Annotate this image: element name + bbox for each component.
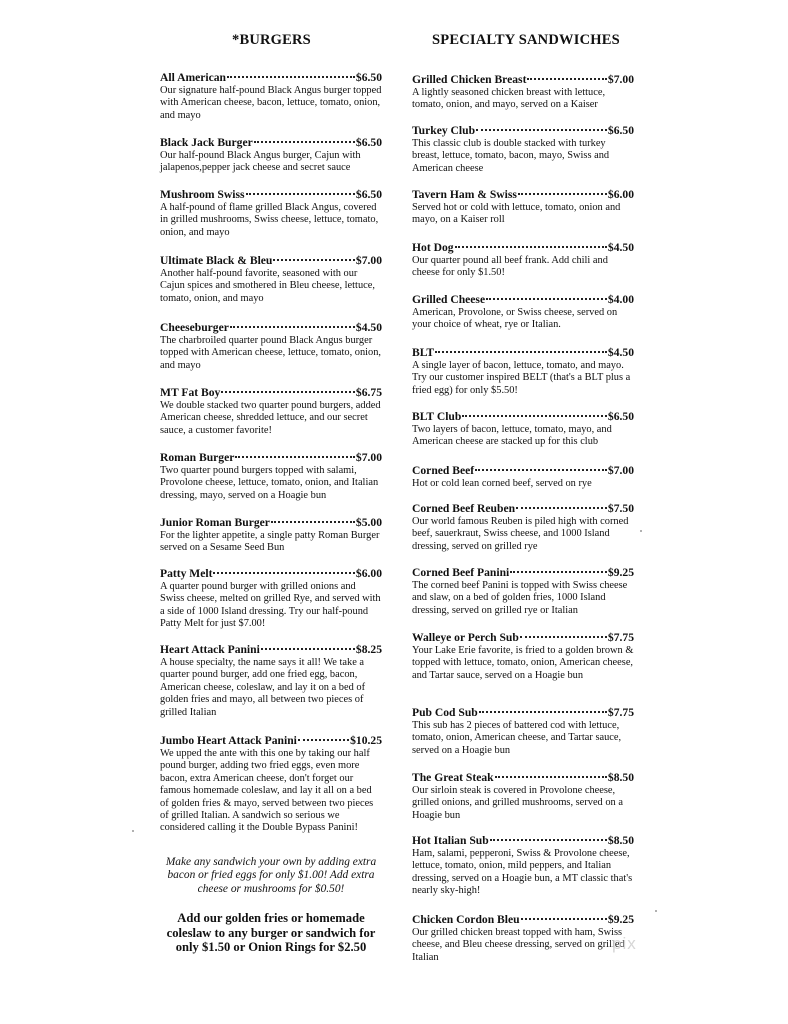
menu-item-description: The corned beef Panini is topped with Swiss cheese and slaw, on a bed of golden fries, 1000 Island dressing, served on grilled rye or Italian	[412, 580, 628, 616]
menu-item-header	[160, 183, 382, 201]
menu-item-description: This classic club is double stacked with turkey breast, lettuce, tomato, bacon, mayo, Swiss and American cheese	[412, 138, 610, 174]
menu-item-description: The charbroiled quarter pound Black Angus burger topped with American cheese, lettuce, tomato, onion, and mayo	[160, 335, 382, 371]
menu-item-description: Two layers of bacon, lettuce, tomato, mayo, and American cheese are stacked up for this club	[412, 424, 612, 448]
menu-item-name: All American	[160, 71, 227, 84]
menu-item	[160, 316, 382, 372]
menu-item-price: $4.50	[607, 241, 634, 254]
menu-item-header	[412, 701, 634, 719]
dot-leader	[490, 826, 607, 841]
menu-item-description: Our grilled chicken breast topped with ham, Swiss cheese, and Bleu cheese dressing, served on grilled Italian	[412, 927, 625, 963]
menu-item-price: $7.00	[355, 451, 382, 464]
menu-item-description: Another half-pound favorite, seasoned with our Cajun spices and smothered in Bleu cheese, lettuce, tomato, onion, and mayo	[160, 268, 375, 304]
menu-item-description: A lightly seasoned chicken breast with lettuce, tomato, onion, and mayo, served on a Kaiser	[412, 87, 606, 111]
menu-item-price: $7.75	[607, 706, 634, 719]
dot-leader	[479, 698, 607, 713]
dot-leader	[254, 128, 355, 143]
menu-item-header	[160, 446, 382, 464]
menu-item-price: $6.50	[355, 136, 382, 149]
menu-item	[412, 908, 634, 964]
menu-item-name: Hot Dog	[412, 241, 454, 254]
menu-item-name: The Great Steak	[412, 771, 494, 784]
menu-item-price: $4.50	[607, 346, 634, 359]
menu-item-name: Grilled Chicken Breast	[412, 73, 527, 86]
menu-item	[160, 729, 382, 835]
dot-leader	[462, 402, 607, 417]
menu-item	[412, 288, 634, 332]
menu-item-header	[412, 829, 634, 847]
menu-item-price: $6.50	[607, 124, 634, 137]
menu-item-header	[412, 119, 634, 137]
menu-item-price: $6.00	[355, 567, 382, 580]
dot-leader	[221, 378, 355, 393]
specialty-sandwiches-title: SPECIALTY SANDWICHES	[432, 32, 620, 48]
menu-item-description: For the lighter appetite, a single patty Roman Burger served on a Sesame Seed Bun	[160, 530, 380, 554]
menu-item-name: Chicken Cordon Bleu	[412, 913, 520, 926]
menu-item-price: $8.50	[607, 834, 634, 847]
menu-item	[160, 511, 382, 555]
menu-item-price: $8.25	[355, 643, 382, 656]
menu-item-description: Two quarter pound burgers topped with salami, Provolone cheese, lettuce, tomato, onion, and Italian dressing, mayo, served on a Hoagie bun	[160, 465, 379, 501]
dot-leader	[455, 233, 607, 248]
dot-leader	[273, 246, 355, 261]
menu-item	[160, 66, 382, 122]
menu-item-header	[160, 249, 382, 267]
menu-item-price: $9.25	[607, 913, 634, 926]
menu-item-name: Jumbo Heart Attack Panini	[160, 734, 297, 747]
menu-item-name: Junior Roman Burger	[160, 516, 270, 529]
dot-leader	[520, 623, 607, 638]
dot-leader	[227, 63, 355, 78]
menu-item-description: Our sirloin steak is covered in Provolone cheese, grilled onions, and grilled mushrooms, served on a Hoagie bun	[412, 785, 623, 821]
menu-item-header	[412, 497, 634, 515]
menu-item-price: $5.00	[355, 516, 382, 529]
menu-item-header	[160, 729, 382, 747]
menu-item-name: Roman Burger	[160, 451, 235, 464]
menu-item-header	[412, 405, 634, 423]
dot-leader	[435, 338, 607, 353]
menu-item	[412, 829, 634, 898]
menu-item-name: MT Fat Boy	[160, 386, 221, 399]
dot-leader	[476, 116, 607, 131]
scan-speck	[640, 530, 642, 532]
menu-item-header	[412, 236, 634, 254]
menu-item-header	[412, 341, 634, 359]
dot-leader	[495, 763, 607, 778]
menu-item-header	[412, 766, 634, 784]
menu-item-price: $6.50	[607, 410, 634, 423]
menu-item	[412, 405, 634, 449]
dot-leader	[261, 635, 355, 650]
menu-item-price: $7.00	[607, 73, 634, 86]
dot-leader	[271, 508, 355, 523]
dot-leader	[518, 180, 607, 195]
menu-item-name: Cheeseburger	[160, 321, 229, 334]
menu-item-description: A quarter pound burger with grilled onions and Swiss cheese, melted on grilled Rye, and served with a side of 1000 Island dressing. Try our half-pound Patty Melt for just $7.00!	[160, 581, 381, 630]
menu-item-header	[412, 626, 634, 644]
sides-addon-note: Add our golden fries or homemade coleslaw to any burger or sandwich for only $1.50 or Onion Rings for $2.50	[166, 911, 376, 955]
menu-item-name: Corned Beef	[412, 464, 475, 477]
menu-item-description: We double stacked two quarter pound burgers, added American cheese, shredded lettuce, and our secret sauce, a customer favorite!	[160, 400, 381, 436]
menu-item	[412, 183, 634, 227]
menu-item	[160, 638, 382, 719]
menu-item-name: Tavern Ham & Swiss	[412, 188, 517, 201]
menu-item-price: $9.25	[607, 566, 634, 579]
dot-leader	[298, 726, 349, 741]
menu-item-name: Black Jack Burger	[160, 136, 253, 149]
menu-item-name: Ultimate Black & Bleu	[160, 254, 273, 267]
menu-item	[160, 562, 382, 631]
menu-item	[160, 381, 382, 437]
menu-item-header	[160, 638, 382, 656]
menu-item-description: Hot or cold lean corned beef, served on rye	[412, 478, 592, 489]
menu-item-name: Corned Beef Panini	[412, 566, 510, 579]
dot-leader	[235, 443, 355, 458]
menu-item-price: $6.50	[355, 188, 382, 201]
dot-leader	[516, 494, 607, 509]
menu-item	[412, 341, 634, 397]
menu-item-name: Turkey Club	[412, 124, 476, 137]
menu-item	[412, 626, 634, 682]
menu-item-name: Walleye or Perch Sub	[412, 631, 519, 644]
menu-item-price: $10.25	[350, 734, 382, 747]
menu-item-price: $6.75	[355, 386, 382, 399]
menu-item-price: $6.50	[355, 71, 382, 84]
watermark: pix	[612, 934, 637, 953]
scan-speck	[132, 830, 134, 832]
menu-item	[160, 183, 382, 239]
menu-item-name: Patty Melt	[160, 567, 213, 580]
menu-item-description: Our signature half-pound Black Angus burger topped with American cheese, bacon, lettuce, tomato, onion, and mayo	[160, 85, 382, 121]
menu-item-name: Grilled Cheese	[412, 293, 486, 306]
menu-item-name: Pub Cod Sub	[412, 706, 478, 719]
dot-leader	[475, 456, 607, 471]
menu-item-price: $8.50	[607, 771, 634, 784]
menu-item	[412, 119, 634, 175]
menu-item-description: Ham, salami, pepperoni, Swiss & Provolone cheese, lettuce, tomato, onion, mild peppers, and Italian dressing, served on a Hoagie bun, a MT classic that's nearly sky-high!	[412, 848, 633, 897]
menu-item-description: A single layer of bacon, lettuce, tomato, and mayo. Try our customer inspired BELT (that's a BLT plus a fried egg) for only $5.50!	[412, 360, 631, 396]
burgers-title: *BURGERS	[232, 32, 311, 48]
menu-item-price: $7.00	[355, 254, 382, 267]
menu-item-description: Our half-pound Black Angus burger, Cajun with jalapenos,pepper jack cheese and secret sauce	[160, 150, 361, 174]
menu-item-description: This sub has 2 pieces of battered cod with lettuce, tomato, onion, American cheese, and Tartar sauce, served on a Hoagie bun	[412, 720, 622, 756]
menu-item-price: $6.00	[607, 188, 634, 201]
menu-item-header	[412, 459, 634, 477]
menu-item-description: Our world famous Reuben is piled high with corned beef, sauerkraut, Swiss cheese, and 1000 Island dressing, served on grilled rye	[412, 516, 629, 552]
menu-item-description: A house specialty, the name says it all! We take a quarter pound burger, add one fried egg, bacon, American cheese, coleslaw, and lay it on a bed of golden fries and mayo, all between two pieces of grilled Italian	[160, 657, 366, 718]
dot-leader	[230, 313, 355, 328]
dot-leader	[246, 180, 355, 195]
menu-item-description: We upped the ante with this one by taking our half pound burger, adding two fried eggs, even more bacon, extra American cheese, don't forget our famous homemade coleslaw, and lay it all on a bed of golden fries & mayo, served between two pieces of grilled Italian. A sandwich so serious we considered calling it the Double Bypass Panini!	[160, 748, 374, 834]
menu-item-name: Corned Beef Reuben	[412, 502, 516, 515]
menu-item-header	[412, 68, 634, 86]
menu-item	[412, 459, 634, 490]
menu-item-header	[160, 66, 382, 84]
menu-item-price: $7.50	[607, 502, 634, 515]
menu-item-header	[412, 288, 634, 306]
menu-item-price: $7.00	[607, 464, 634, 477]
menu-item-header	[160, 381, 382, 399]
dot-leader	[521, 905, 607, 920]
menu-item-header	[412, 908, 634, 926]
menu-item	[412, 236, 634, 280]
menu-item-name: BLT	[412, 346, 435, 359]
menu-item-description: Served hot or cold with lettuce, tomato, onion and mayo, on a Kaiser roll	[412, 202, 621, 226]
menu-item	[412, 561, 634, 617]
dot-leader	[213, 559, 354, 574]
menu-item	[160, 249, 382, 305]
menu-item-header	[160, 316, 382, 334]
dot-leader	[510, 558, 607, 573]
menu-item	[412, 497, 634, 553]
menu-item-header	[160, 511, 382, 529]
menu-item-header	[160, 562, 382, 580]
menu-item-price: $7.75	[607, 631, 634, 644]
menu-item	[160, 446, 382, 502]
menu-item-description: American, Provolone, or Swiss cheese, served on your choice of wheat, rye or Italian.	[412, 307, 618, 331]
menu-item-name: Hot Italian Sub	[412, 834, 489, 847]
dot-leader	[527, 65, 606, 80]
scan-speck	[655, 910, 657, 912]
menu-item	[160, 131, 382, 175]
menu-item	[412, 701, 634, 757]
menu-item-description: Your Lake Erie favorite, is fried to a golden brown & topped with lettuce, tomato, onion, American cheese, and Tartar sauce, served on a Hoagie bun	[412, 645, 634, 681]
menu-item-header	[160, 131, 382, 149]
menu-item	[412, 68, 634, 112]
dot-leader	[486, 285, 607, 300]
extras-note: Make any sandwich your own by adding extra bacon or fried eggs for only $1.00! Add extra cheese or mushrooms for $0.50!	[165, 856, 377, 895]
menu-item-header	[412, 183, 634, 201]
menu-item-name: Mushroom Swiss	[160, 188, 245, 201]
menu-item	[412, 766, 634, 822]
menu-item-name: Heart Attack Panini	[160, 643, 260, 656]
menu-item-description: Our quarter pound all beef frank. Add chili and cheese for only $1.50!	[412, 255, 608, 279]
menu-item-description: A half-pound of flame grilled Black Angus, covered in grilled mushrooms, Swiss cheese, lettuce, tomato, onion, and mayo	[160, 202, 379, 238]
menu-item-price: $4.00	[607, 293, 634, 306]
menu-item-header	[412, 561, 634, 579]
menu-item-price: $4.50	[355, 321, 382, 334]
menu-item-name: BLT Club	[412, 410, 462, 423]
